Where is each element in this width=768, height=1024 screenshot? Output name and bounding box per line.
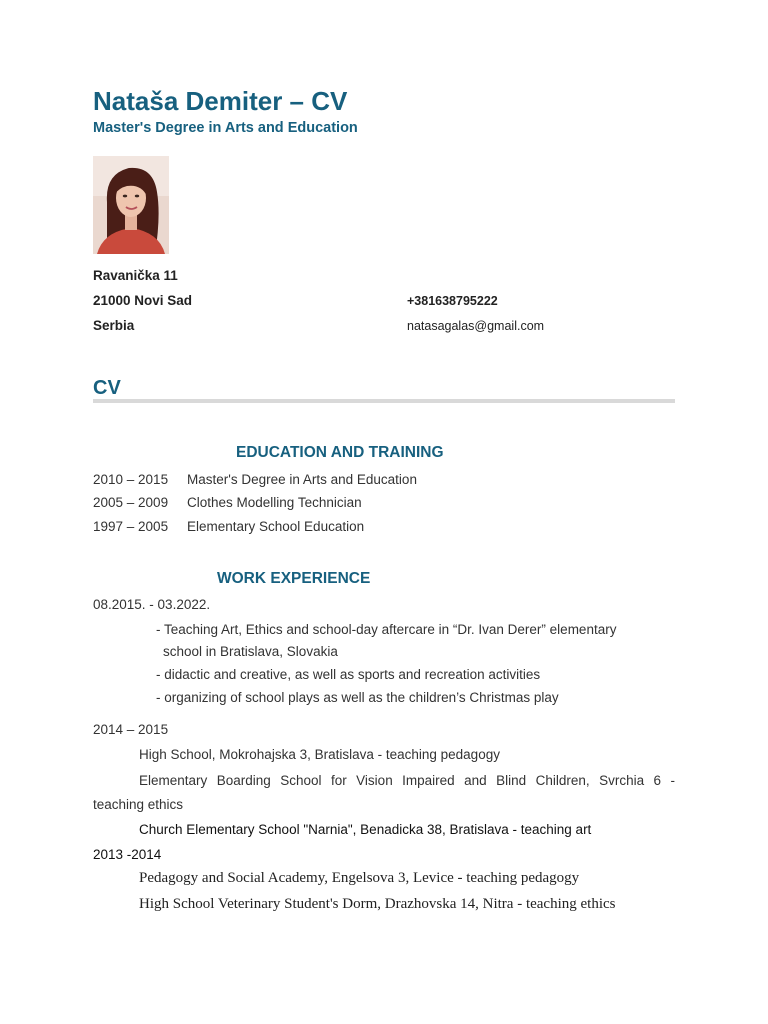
education-years: 1997 – 2005 (93, 519, 169, 534)
work-job: High School, Mokrohajska 3, Bratislava - teaching pedagogy (139, 747, 500, 762)
education-row (93, 472, 417, 487)
education-label: Master's Degree in Arts and Education (187, 472, 417, 487)
profile-photo (93, 156, 169, 254)
work-job: Pedagogy and Social Academy, Engelsova 3, Levice - teaching pedagogy (139, 870, 580, 886)
work-job: Church Elementary School "Narnia", Benadicka 38, Bratislava - teaching art (139, 822, 592, 837)
work-title: WORK EXPERIENCE (217, 570, 371, 587)
page-title: Nataša Demiter – CV (93, 86, 348, 116)
education-row (93, 495, 362, 510)
work-period: 2014 – 2015 (93, 722, 169, 737)
portrait-image (93, 156, 169, 254)
work-job: High School Veterinary Student's Dorm, Drazhovska 14, Nitra - teaching ethics (139, 896, 616, 912)
education-years: 2010 – 2015 (93, 472, 169, 487)
address-city: 21000 Novi Sad (93, 293, 193, 308)
education-title: EDUCATION AND TRAINING (236, 444, 444, 461)
heading-divider (93, 399, 675, 403)
address-country: Serbia (93, 318, 135, 333)
work-job-continued: teaching ethics (93, 797, 184, 812)
address-street: Ravanička 11 (93, 268, 178, 283)
work-bullet-continued: school in Bratislava, Slovakia (163, 644, 338, 659)
email-address: natasagalas@gmail.com (407, 319, 545, 333)
education-label: Clothes Modelling Technician (187, 495, 362, 510)
phone-number: +381638795222 (407, 294, 498, 308)
work-job: Elementary Boarding School for Vision Impaired and Blind Children, Svrchia 6 - (139, 773, 675, 788)
work-bullet: - didactic and creative, as well as sports and recreation activities (156, 667, 541, 682)
work-bullet: - organizing of school plays as well as the children’s Christmas play (156, 690, 559, 705)
education-row (93, 519, 364, 534)
cv-heading: CV (93, 377, 121, 399)
work-period: 2013 -2014 (93, 847, 162, 862)
work-period: 08.2015. - 03.2022. (93, 597, 211, 612)
education-years: 2005 – 2009 (93, 495, 169, 510)
page-subtitle: Master's Degree in Arts and Education (93, 120, 358, 136)
work-bullet: - Teaching Art, Ethics and school-day aftercare in “Dr. Ivan Derer” elementary (156, 622, 617, 637)
education-label: Elementary School Education (187, 519, 365, 534)
